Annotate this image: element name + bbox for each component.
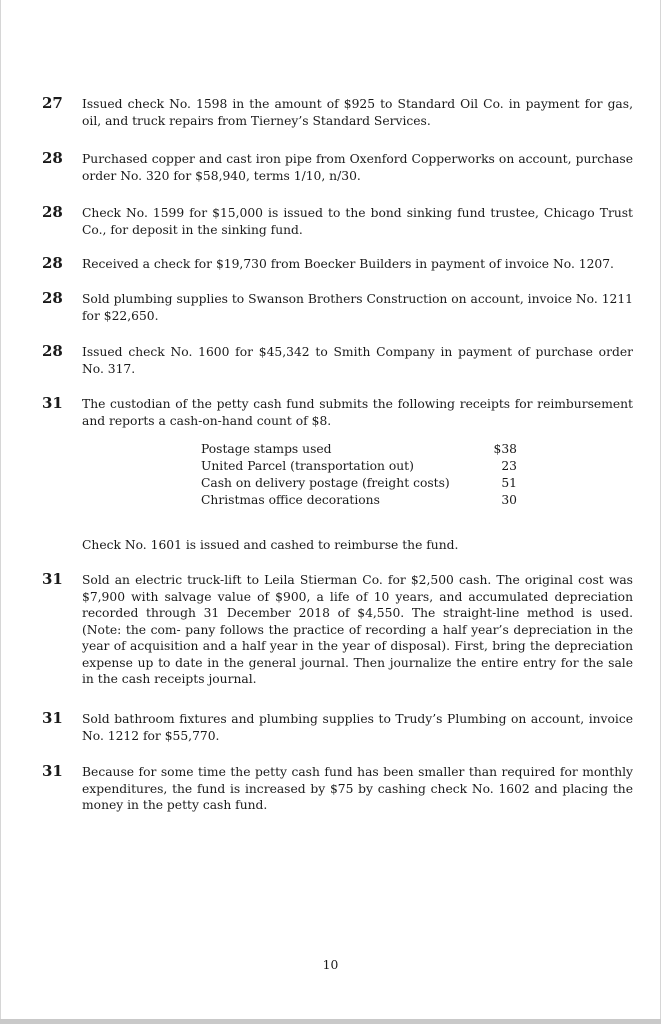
entry-text: Because for some time the petty cash fund has been smaller than required for monthly expenditures, the fund is increased by $75 by cashing check No. 1602 and placing the money in the petty cash fund. — [82, 765, 633, 812]
receipt-label: Postage stamps used — [201, 442, 332, 456]
entry-day: 28 — [42, 203, 63, 221]
receipt-label: Christmas office decorations — [201, 493, 380, 507]
entry-day: 28 — [42, 254, 63, 272]
receipt-amount: 30 — [501, 493, 517, 507]
receipt-label: United Parcel (transportation out) — [201, 459, 414, 473]
receipt-amount: 51 — [501, 476, 517, 490]
entry-text: Purchased copper and cast iron pipe from Oxenford Copperworks on account, purchase order No. 320 for $58,940, terms 1/10, n/30. — [82, 152, 633, 183]
receipt-label: Cash on delivery postage (freight costs) — [201, 476, 450, 490]
reimbursement-note: Check No. 1601 is issued and cashed to reimburse the fund. — [82, 538, 459, 552]
entry-day: 31 — [42, 762, 63, 780]
receipt-row — [201, 458, 517, 475]
entry-day: 28 — [42, 342, 63, 360]
entry-day: 31 — [42, 709, 63, 727]
entry-day: 27 — [42, 94, 63, 112]
entry-day: 28 — [42, 289, 63, 307]
page-number: 10 — [322, 958, 339, 972]
entry-text: Check No. 1599 for $15,000 is issued to the bond sinking fund trustee, Chicago Trust Co., for deposit in the sinking fund. — [82, 206, 633, 237]
entry-text: Sold an electric truck-lift to Leila Stierman Co. for $2,500 cash. The original cost was $7,900 with salvage value of $900, a life of 10 years, and accumulated depreciation recorded through 31 December 2018 of $4,550. The straight-line method is used. (Note: the com- pany follows the practice of recording a half year’s depreciation in the year of acquisition and a half year in the year of disposal). First, bring the depreciation expense up to date in the general journal. Then journalize the entire entry for the sale in the cash receipts journal. — [82, 573, 633, 686]
entry-text: Received a check for $19,730 from Boecker Builders in payment of invoice No. 1207. — [82, 257, 614, 271]
entry-day: 28 — [42, 149, 63, 167]
receipt-row — [201, 475, 517, 492]
receipt-amount: $38 — [493, 442, 517, 456]
bottom-scrollbar-strip — [0, 1019, 661, 1024]
entry-day: 31 — [42, 394, 63, 412]
entry-text: Sold bathroom fixtures and plumbing supplies to Trudy’s Plumbing on account, invoice No. 1212 for $55,770. — [82, 712, 633, 743]
entry-text: Issued check No. 1600 for $45,342 to Smith Company in payment of purchase order No. 317. — [82, 345, 633, 376]
receipts-list — [201, 441, 517, 509]
entry-text: Sold plumbing supplies to Swanson Brothers Construction on account, invoice No. 1211 for $22,650. — [82, 292, 633, 323]
receipt-row — [201, 441, 517, 458]
entry-text: The custodian of the petty cash fund submits the following receipts for reimbursement and reports a cash-on-hand count of $8. — [82, 397, 633, 428]
receipt-amount: 23 — [501, 459, 517, 473]
entry-day: 31 — [42, 570, 63, 588]
receipt-row — [201, 492, 517, 509]
entry-text: Issued check No. 1598 in the amount of $925 to Standard Oil Co. in payment for gas, oil, and truck repairs from Tierney’s Standard Services. — [82, 97, 633, 128]
